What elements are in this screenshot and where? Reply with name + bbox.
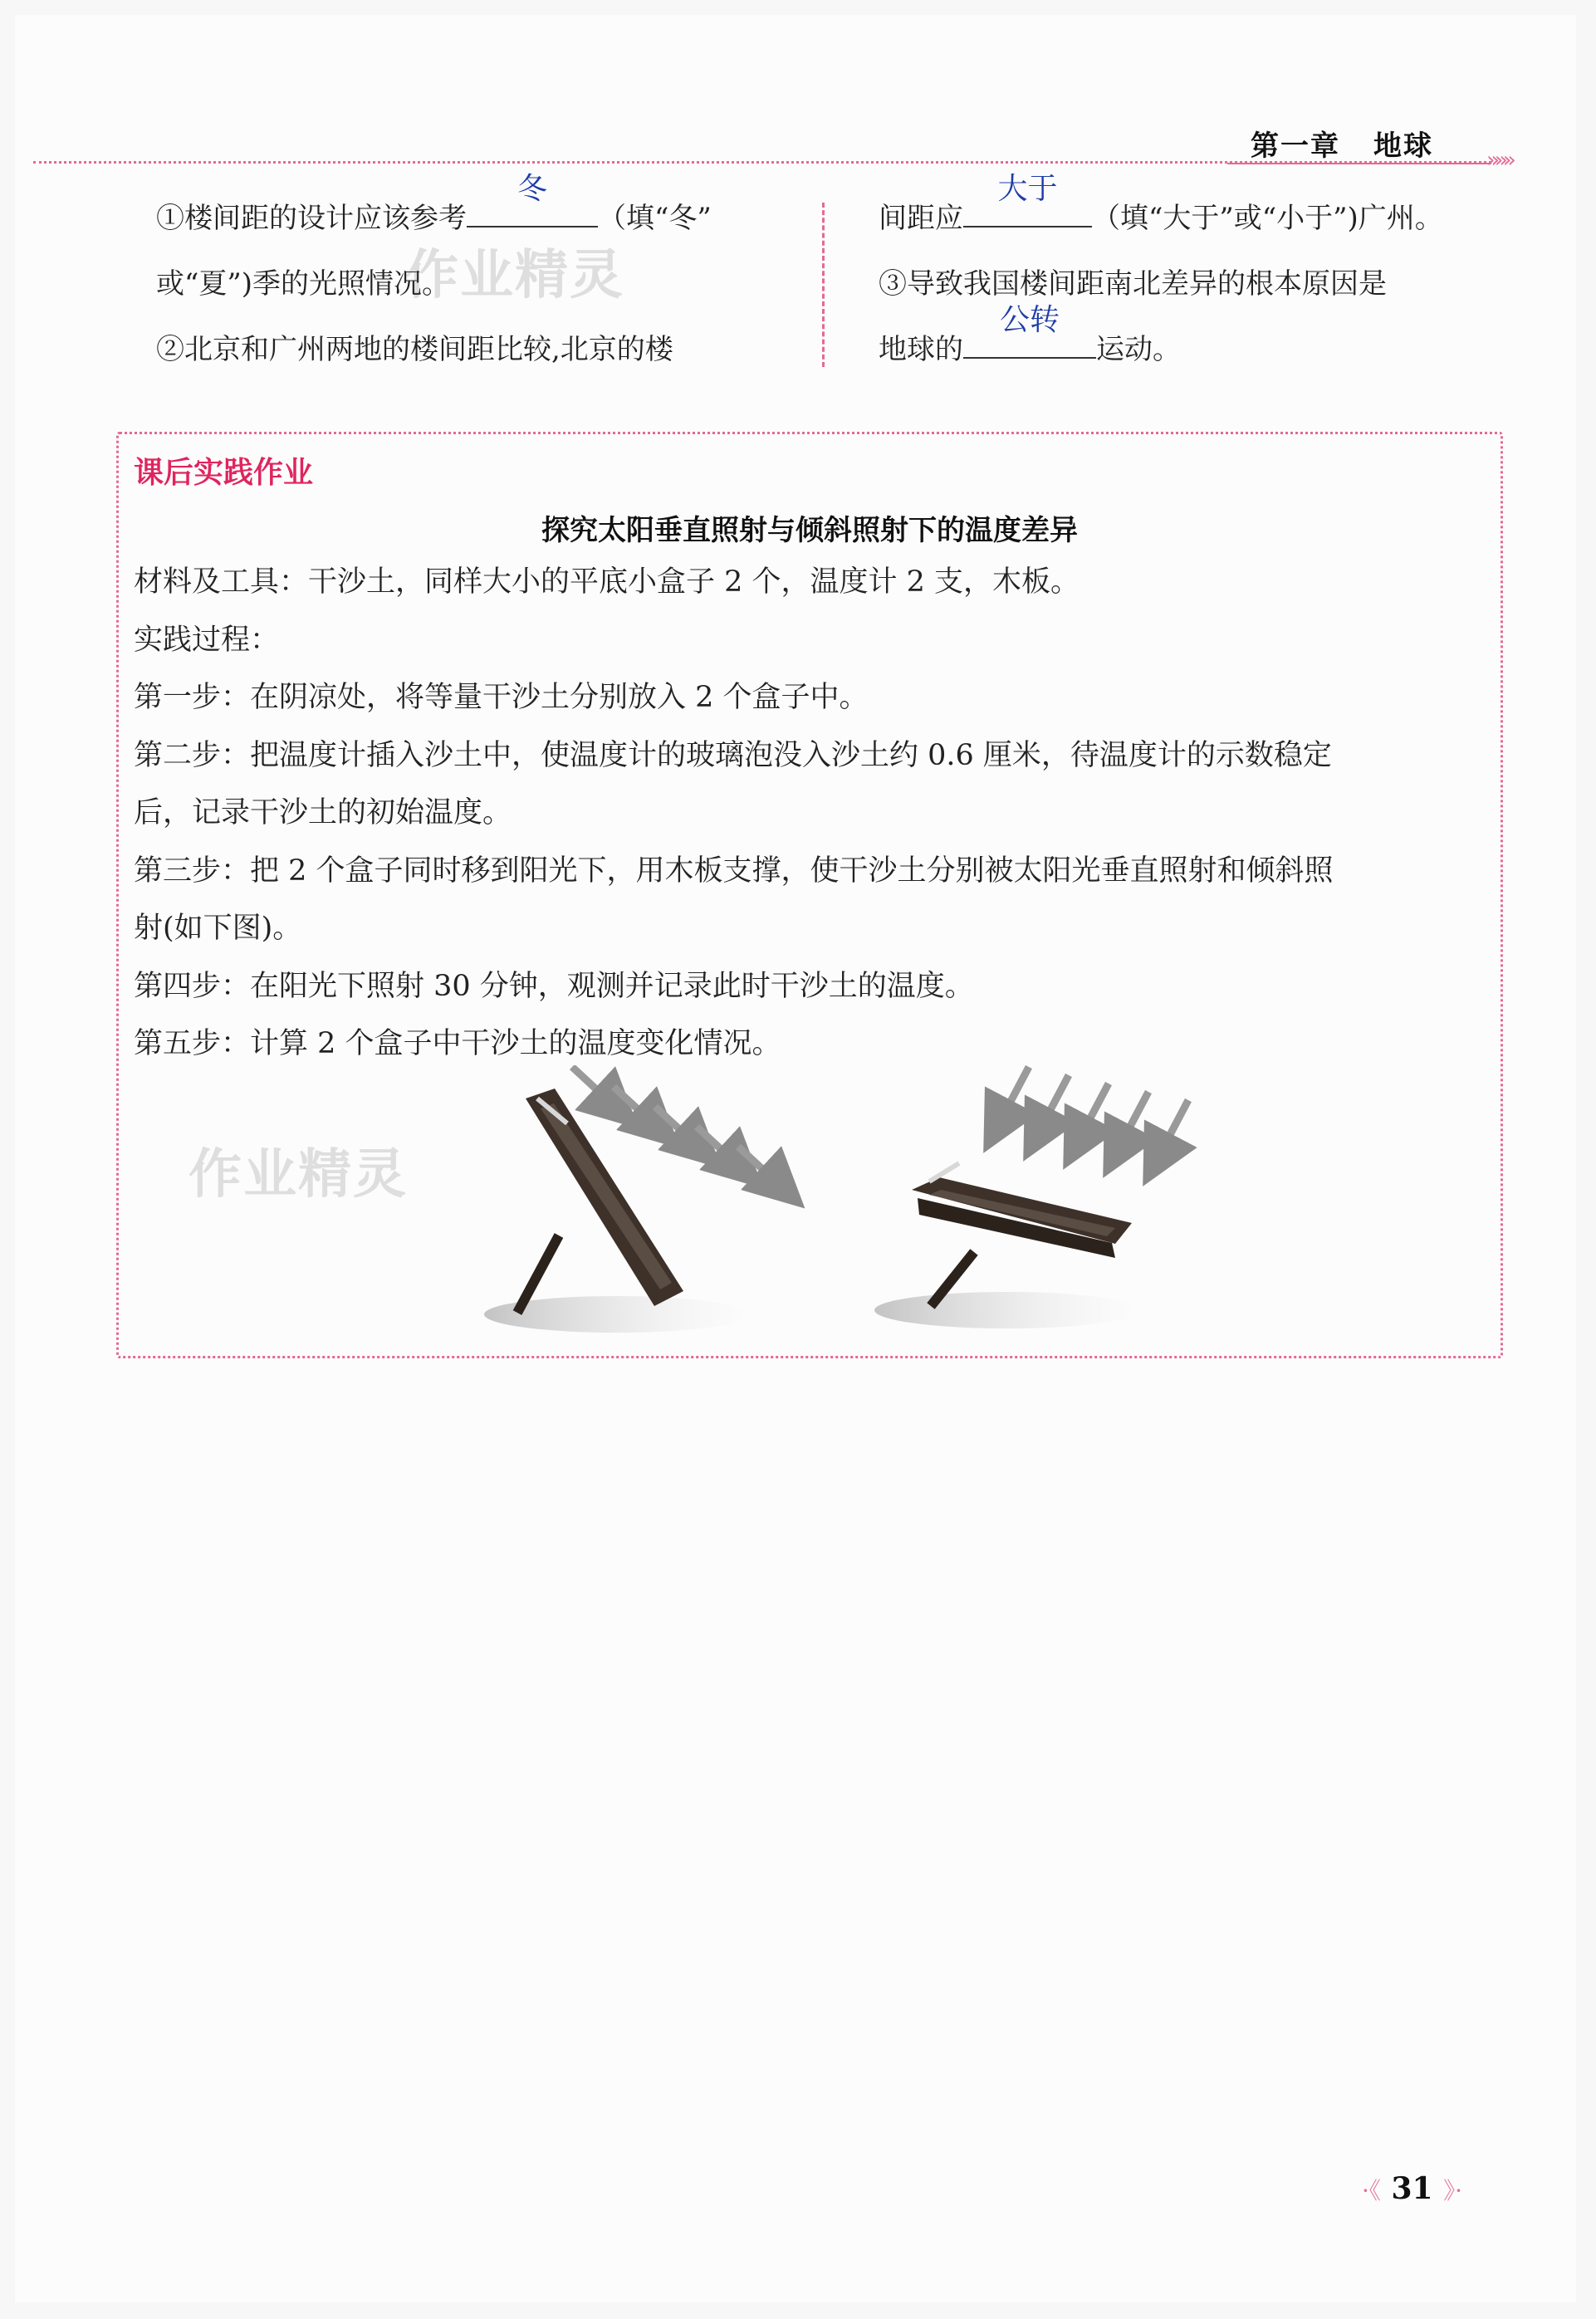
practice-line: 第三步：把 2 个盒子同时移到阳光下，用木板支撑，使干沙土分别被太阳光垂直照射和倾斜照: [134, 854, 1334, 888]
practice-line: 第二步：把温度计插入沙土中，使温度计的玻璃泡没入沙土约 0.6 厘米，待温度计的示数稳定: [134, 738, 1332, 772]
practice-line: 第一步：在阴凉处，将等量干沙土分别放入 2 个盒子中。: [134, 681, 869, 714]
question-1-text: ①楼间距的设计应该参考: [156, 202, 467, 235]
chapter-number: 第一章: [1251, 130, 1340, 163]
answer-blank-1[interactable]: [467, 172, 598, 227]
vertical-sun-box-illustration: [476, 1065, 825, 1339]
page-number-right-ornament: 》·: [1443, 2177, 1463, 2204]
question-2-text: 间距应: [879, 202, 963, 235]
practice-line: 实践过程：: [134, 623, 280, 657]
practice-line: 第四步：在阳光下照射 30 分钟，观测并记录此时干沙土的温度。: [134, 969, 974, 1003]
question-1-line-2: 或“夏”)季的光照情况。: [156, 267, 451, 301]
chapter-title: 地球: [1373, 130, 1433, 163]
question-3-line: ③导致我国楼间距南北差异的根本原因是: [879, 267, 1387, 301]
question-1-hint: （填“冬”: [598, 202, 712, 235]
answer-blank-3[interactable]: [963, 303, 1096, 359]
question-2-line-2: [879, 172, 1510, 252]
page-number-value: 31: [1391, 2171, 1433, 2206]
answer-blank-2[interactable]: [963, 172, 1092, 227]
practice-line: 材料及工具：干沙土，同样大小的平底小盒子 2 个，温度计 2 支，木板。: [134, 565, 1080, 599]
question-2-line: ②北京和广州两地的楼间距比较,北京的楼: [156, 333, 673, 366]
chapter-header: [1251, 123, 1433, 164]
page: [15, 15, 1576, 2302]
watermark: 作业精灵: [188, 1144, 408, 1206]
experiment-figures: [119, 1065, 1501, 1339]
double-chevron-icon: »»»: [1486, 148, 1511, 173]
page-number: [1362, 2171, 1462, 2206]
question-3-text: 地球的: [879, 333, 963, 366]
practice-line: 第五步：计算 2 个盒子中干沙土的温度变化情况。: [134, 1027, 781, 1060]
answer-2: 大于: [997, 172, 1058, 206]
questions-right-column: [879, 172, 1510, 383]
practice-body: [134, 554, 1487, 1074]
practice-homework-box: [116, 432, 1503, 1358]
answer-1: 冬: [516, 172, 547, 206]
question-3-line-2: [879, 303, 1510, 383]
practice-line: 后，记录干沙土的初始温度。: [134, 796, 512, 829]
practice-tag: 课后实践作业: [134, 456, 314, 490]
practice-title: 探究太阳垂直照射与倾斜照射下的温度差异: [541, 514, 1078, 547]
question-3-suffix: 运动。: [1096, 333, 1181, 366]
page-number-left-ornament: ·《: [1362, 2177, 1381, 2204]
question-2-hint: （填“大于”或“小于”)广州。: [1092, 202, 1443, 235]
practice-line: 射(如下图)。: [134, 912, 302, 945]
answer-3: 公转: [999, 303, 1060, 337]
oblique-sun-box-illustration: [866, 1065, 1215, 1339]
watermark: 作业精灵: [405, 245, 624, 306]
column-divider: [822, 203, 825, 367]
header-rule-accent: [1227, 163, 1491, 164]
